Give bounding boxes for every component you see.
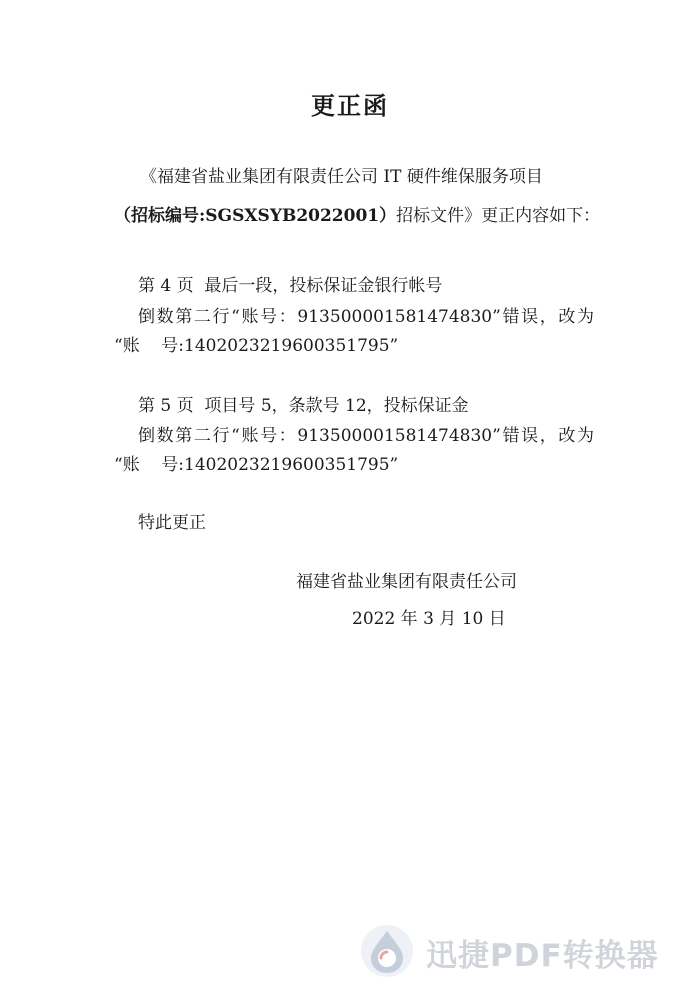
signature-company: 福建省盐业集团有限责任公司: [296, 572, 517, 592]
water-drop-logo-icon: [360, 924, 414, 978]
correction-1-right-line: “账 号:1402023219600351795”: [114, 336, 399, 356]
correction-2-right-line: “账 号:1402023219600351795”: [114, 455, 399, 475]
intro-line-2: [114, 205, 600, 227]
correction-1-location: 第 4 页 最后一段，投标保证金银行帐号: [138, 276, 443, 296]
signature-date: 2022 年 3 月 10 日: [352, 609, 506, 629]
tender-number: （招标编号:SGSXSYB2022001）: [114, 206, 397, 226]
intro-line-1: 《福建省盐业集团有限责任公司 IT 硬件维保服务项目: [140, 167, 543, 187]
correction-2-location: 第 5 页 项目号 5，条款号 12，投标保证金: [138, 396, 469, 416]
page-title: 更正函: [311, 92, 389, 120]
watermark: [360, 922, 700, 982]
watermark-text: 迅捷PDF转换器: [426, 938, 659, 974]
correction-1-wrong-line: 倒数第二行“账号：913500001581474830”错误，改为: [138, 307, 594, 327]
correction-2-wrong-line: 倒数第二行“账号：913500001581474830”错误，改为: [138, 426, 594, 446]
intro-line-2-rest: 招标文件》更正内容如下：: [396, 206, 601, 226]
closing-text: 特此更正: [138, 513, 206, 533]
